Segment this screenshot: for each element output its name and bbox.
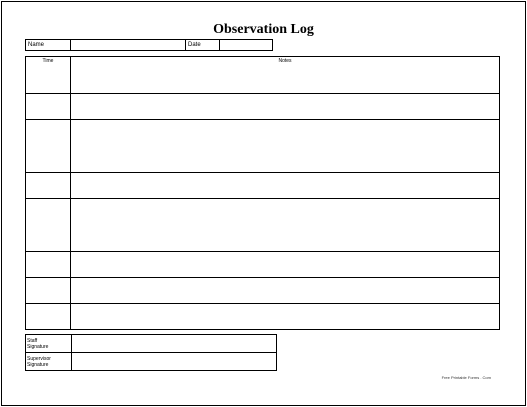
time-cell[interactable]	[26, 252, 71, 278]
staff-label-line1: Staff	[27, 337, 38, 344]
supervisor-signature-label	[26, 353, 72, 371]
notes-cell[interactable]	[71, 120, 500, 173]
time-cell[interactable]	[26, 173, 71, 199]
table-row	[26, 304, 500, 330]
supervisor-label-line1: Supervisor	[27, 355, 51, 362]
table-row	[26, 252, 500, 278]
name-field[interactable]	[71, 40, 186, 51]
page-title: Observation Log	[213, 22, 314, 37]
notes-cell[interactable]	[71, 252, 500, 278]
time-cell[interactable]	[26, 120, 71, 173]
signature-section	[25, 334, 277, 371]
time-cell[interactable]	[26, 304, 71, 330]
staff-signature-label	[26, 335, 72, 353]
date-field[interactable]	[220, 40, 273, 51]
time-cell[interactable]	[26, 278, 71, 304]
supervisor-signature-row	[26, 353, 277, 371]
header-fields	[25, 39, 273, 51]
notes-column-header: Notes	[71, 57, 500, 94]
staff-signature-field[interactable]	[72, 335, 277, 353]
table-row	[26, 173, 500, 199]
notes-cell[interactable]	[71, 278, 500, 304]
time-column-header: Time	[26, 57, 71, 94]
table-row	[26, 278, 500, 304]
date-label: Date	[186, 40, 220, 51]
notes-cell[interactable]	[71, 94, 500, 120]
observation-log-table	[25, 56, 500, 330]
staff-signature-row	[26, 335, 277, 353]
time-cell[interactable]	[26, 199, 71, 252]
notes-cell[interactable]	[71, 173, 500, 199]
footer-credit: Free Printable Forms . Com	[441, 375, 491, 380]
supervisor-signature-field[interactable]	[72, 353, 277, 371]
table-row	[26, 94, 500, 120]
table-row	[26, 199, 500, 252]
table-header-row	[26, 57, 500, 94]
time-cell[interactable]	[26, 94, 71, 120]
supervisor-label-line2: Signature	[27, 361, 49, 368]
notes-cell[interactable]	[71, 199, 500, 252]
table-row	[26, 120, 500, 173]
name-label: Name	[26, 40, 71, 51]
notes-cell[interactable]	[71, 304, 500, 330]
staff-label-line2: Signature	[27, 343, 49, 350]
